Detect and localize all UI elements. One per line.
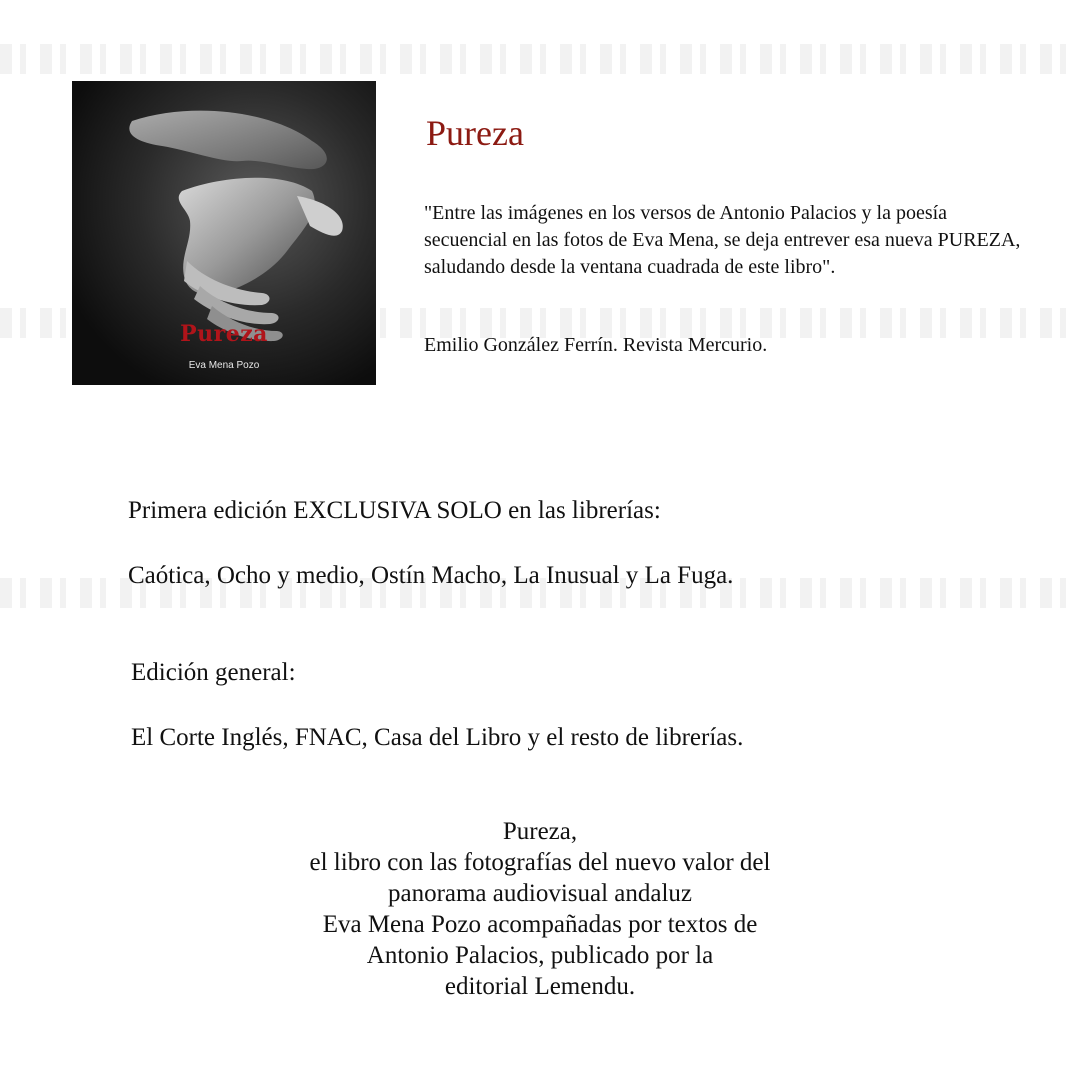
book-title: Pureza [426, 113, 524, 153]
review-attribution: Emilio González Ferrín. Revista Mercurio. [424, 334, 768, 356]
cover-title: Pureza [180, 321, 268, 347]
closing-line: Pureza, [502, 818, 578, 845]
closing-line: Eva Mena Pozo acompañadas por textos de [322, 911, 758, 938]
closing-line: panorama audiovisual andaluz [387, 880, 693, 907]
general-edition-heading: Edición general: [131, 659, 296, 686]
first-edition-heading: Primera edición EXCLUSIVA SOLO en las librerías: [128, 497, 661, 524]
closing-paragraph [0, 816, 1080, 1002]
cover-author: Eva Mena Pozo [188, 360, 260, 371]
first-edition-stores: Caótica, Ocho y medio, Ostín Macho, La Inusual y La Fuga. [128, 562, 734, 589]
watermark-strip-top [0, 44, 1080, 74]
closing-line: el libro con las fotografías del nuevo valor del [309, 849, 771, 876]
closing-line: editorial Lemendu. [444, 973, 636, 1000]
book-cover-image [72, 81, 376, 385]
review-quote: "Entre las imágenes en los versos de Antonio Palacios y la poesía secuencial en las fotos de Eva Mena, se deja entrever esa nueva PUREZA, saludando desde la ventana cuadrada de este libro". [424, 202, 1021, 278]
general-edition-stores: El Corte Inglés, FNAC, Casa del Libro y el resto de librerías. [131, 724, 744, 751]
closing-line: Antonio Palacios, publicado por la [366, 942, 714, 969]
